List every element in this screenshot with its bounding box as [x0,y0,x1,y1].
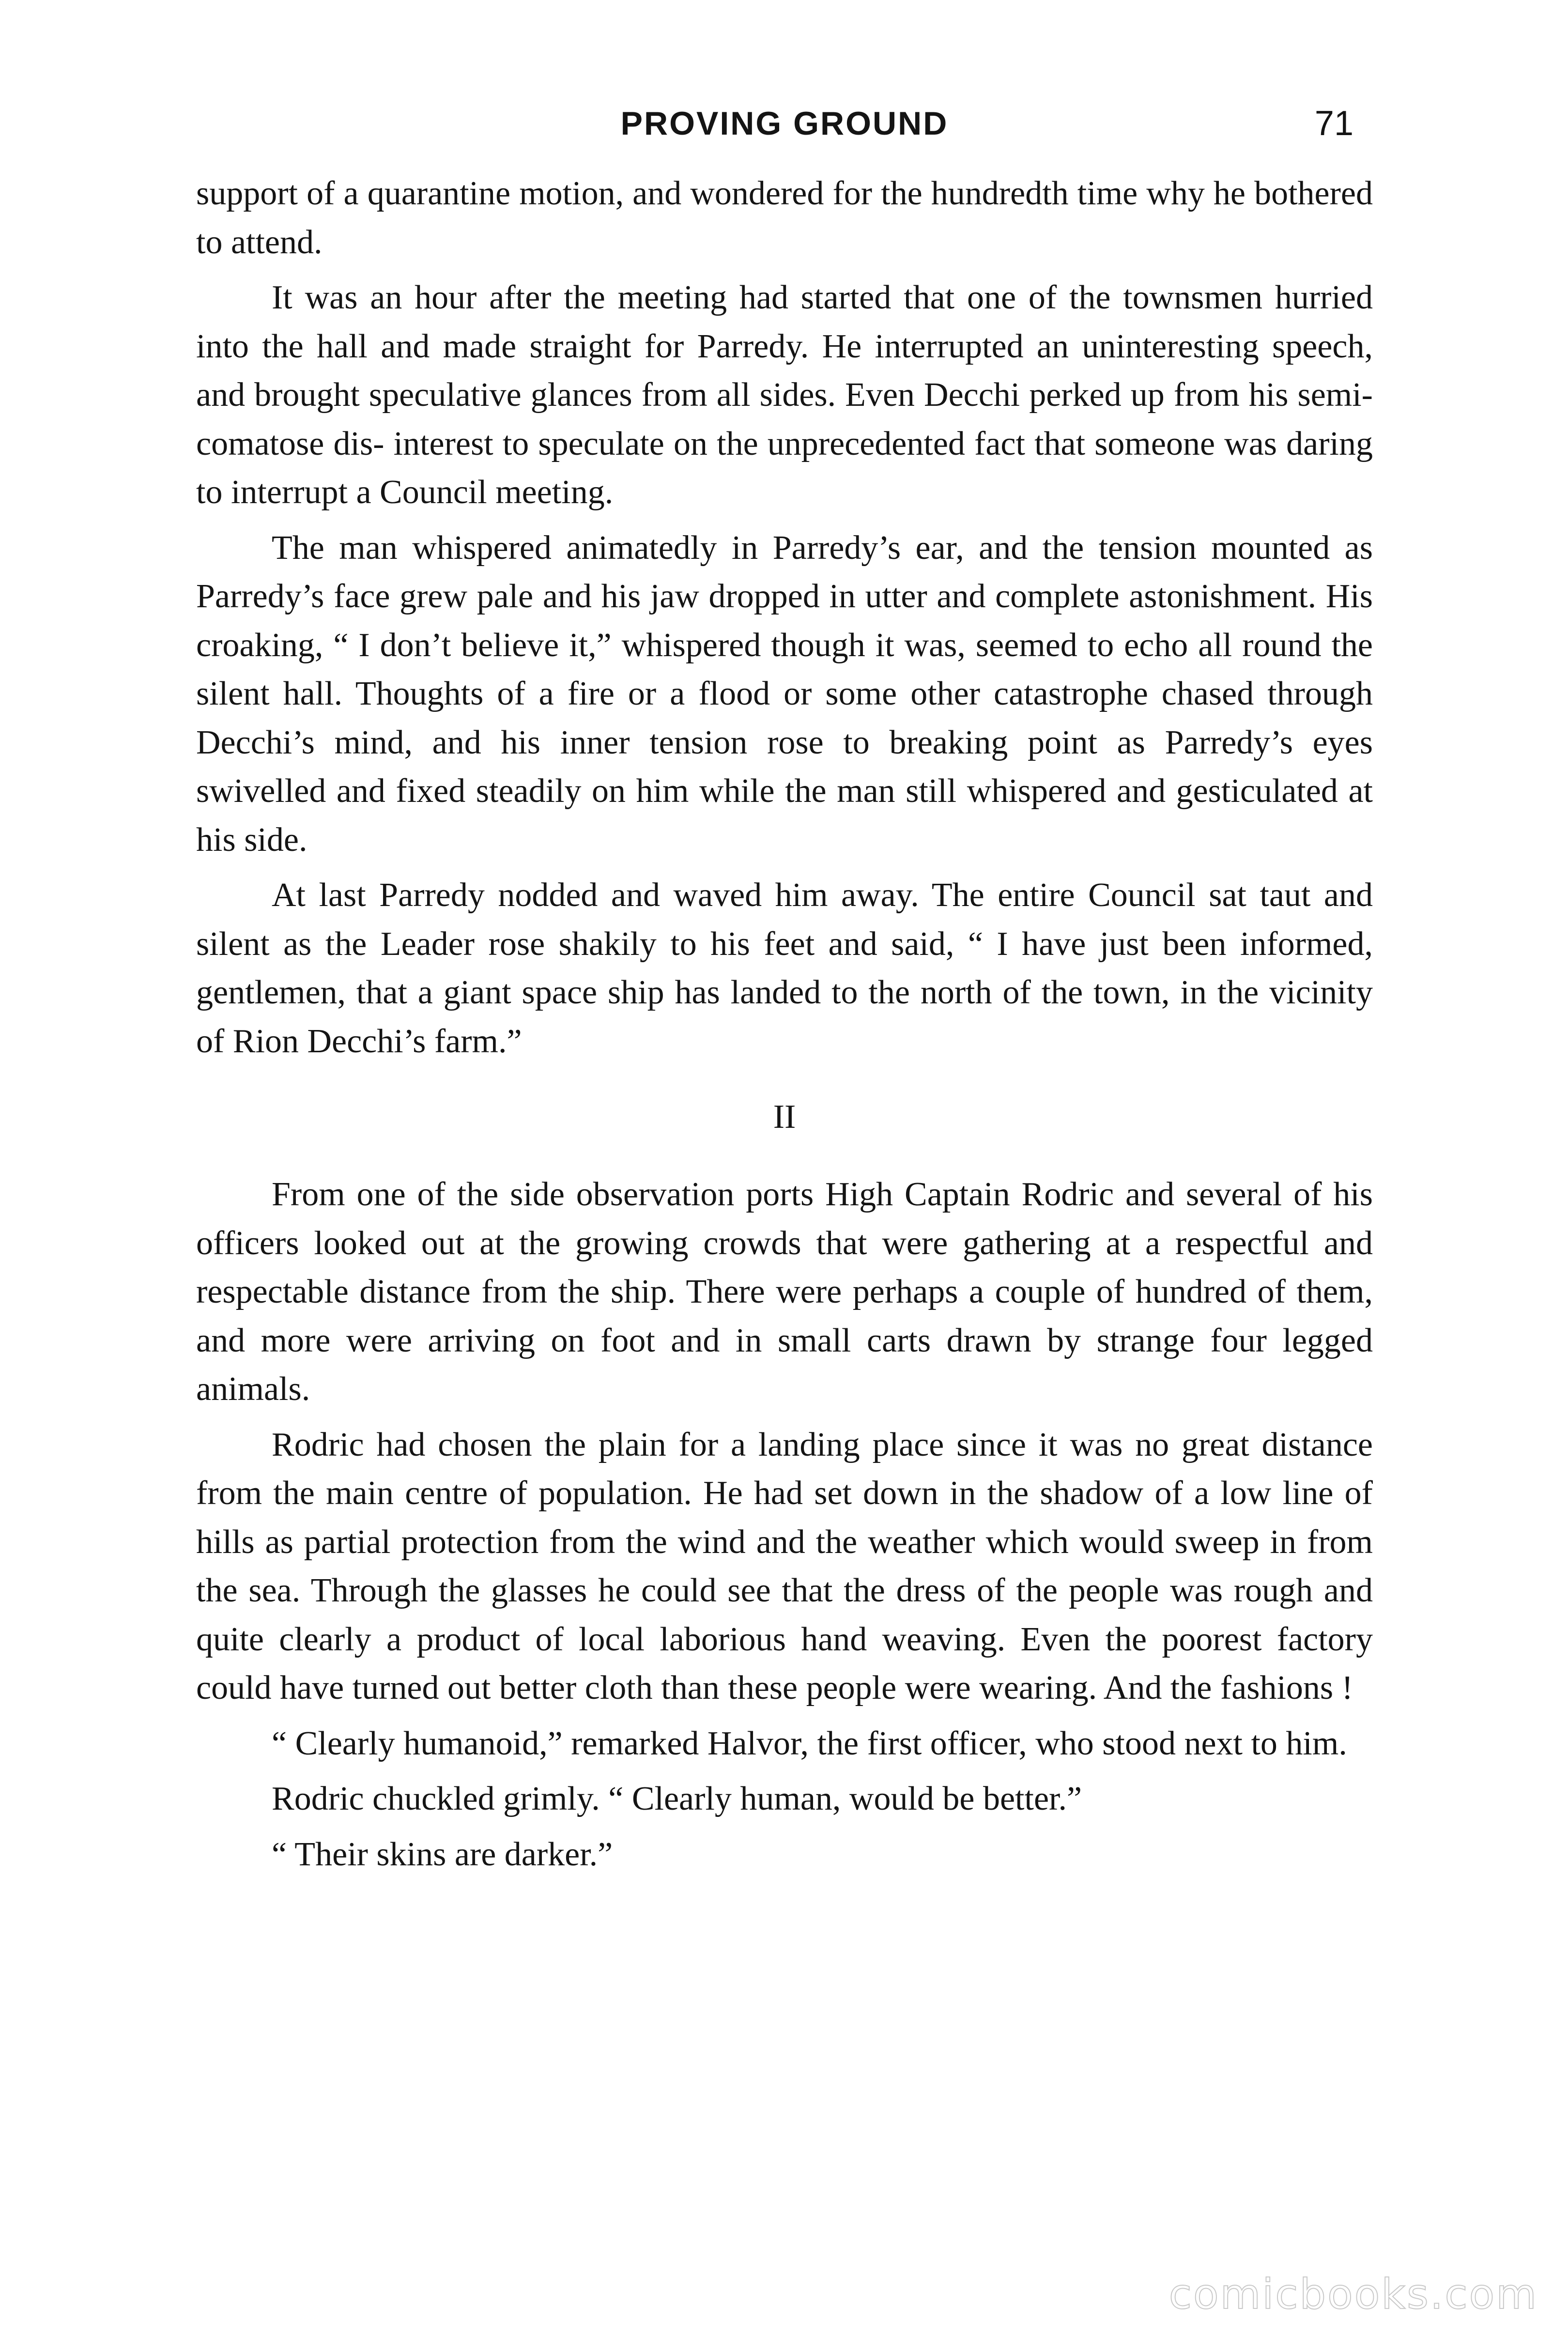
page-number: 71 [1314,104,1353,143]
page-header [196,102,1373,155]
paragraph: Rodric had chosen the plain for a landing place since it was no great distance from the main centre of population. He had set down in the shadow of a low line of hills as partial protection from the wind and the weather which would sweep in from the sea. Through the glasses he could see that the dress of the people was rough and quite clearly a product of local laborious hand weaving. Even the poorest factory could have turned out better cloth than these people were wearing. And the fashions ! [196,1426,1373,1707]
paragraph: From one of the side observation ports High Captain Rodric and several of his officers looked out at the growing crowds that were gathering at a respectful and respectable distance from the ship. There were perhaps a couple of hundred of them, and more were arriving on foot and in small carts drawn by strange four legged animals. [196,1176,1373,1408]
body-text [196,169,1373,1879]
paragraph: “ Their skins are darker.” [272,1835,613,1873]
section-number: II [773,1098,796,1136]
watermark: comicbooks.com [1168,2270,1538,2319]
book-page [196,102,1373,1886]
paragraph: It was an hour after the meeting had started that one of the townsmen hurried into the hall and made straight for Parredy. He interrupted an uninteresting speech, and brought speculative glances from all sides. Even Decchi perked up from his semi-comatose dis- interest to speculate on the unprecedented fact that someone was daring to interrupt a Council meeting. [196,279,1373,511]
paragraph: Rodric chuckled grimly. “ Clearly human, would be better.” [272,1780,1082,1817]
paragraph: At last Parredy nodded and waved him away. The entire Council sat taut and silent as the Leader rose shakily to his feet and said, “ I have just been informed, gentlemen, that a giant space ship has landed to the north of the town, in the vicinity of Rion Decchi’s farm.” [196,876,1373,1060]
paragraph: support of a quarantine motion, and wondered for the hundredth time why he bothered to attend. [196,175,1373,261]
paragraph: The man whispered animatedly in Parredy’s ear, and the tension mounted as Parredy’s face grew pale and his jaw dropped in utter and complete astonishment. His croaking, “ I don’t believe it,” whispered though it was, seemed to echo all round the silent hall. Thoughts of a fire or a flood or some other catastrophe chased through Decchi’s mind, and his inner tension rose to breaking point as Parredy’s eyes swivelled and fixed steadily on him while the man still whispered and gesticulated at his side. [196,529,1373,859]
running-head: PROVING GROUND [620,105,949,142]
paragraph: “ Clearly humanoid,” remarked Halvor, the first officer, who stood next to him. [272,1724,1347,1762]
